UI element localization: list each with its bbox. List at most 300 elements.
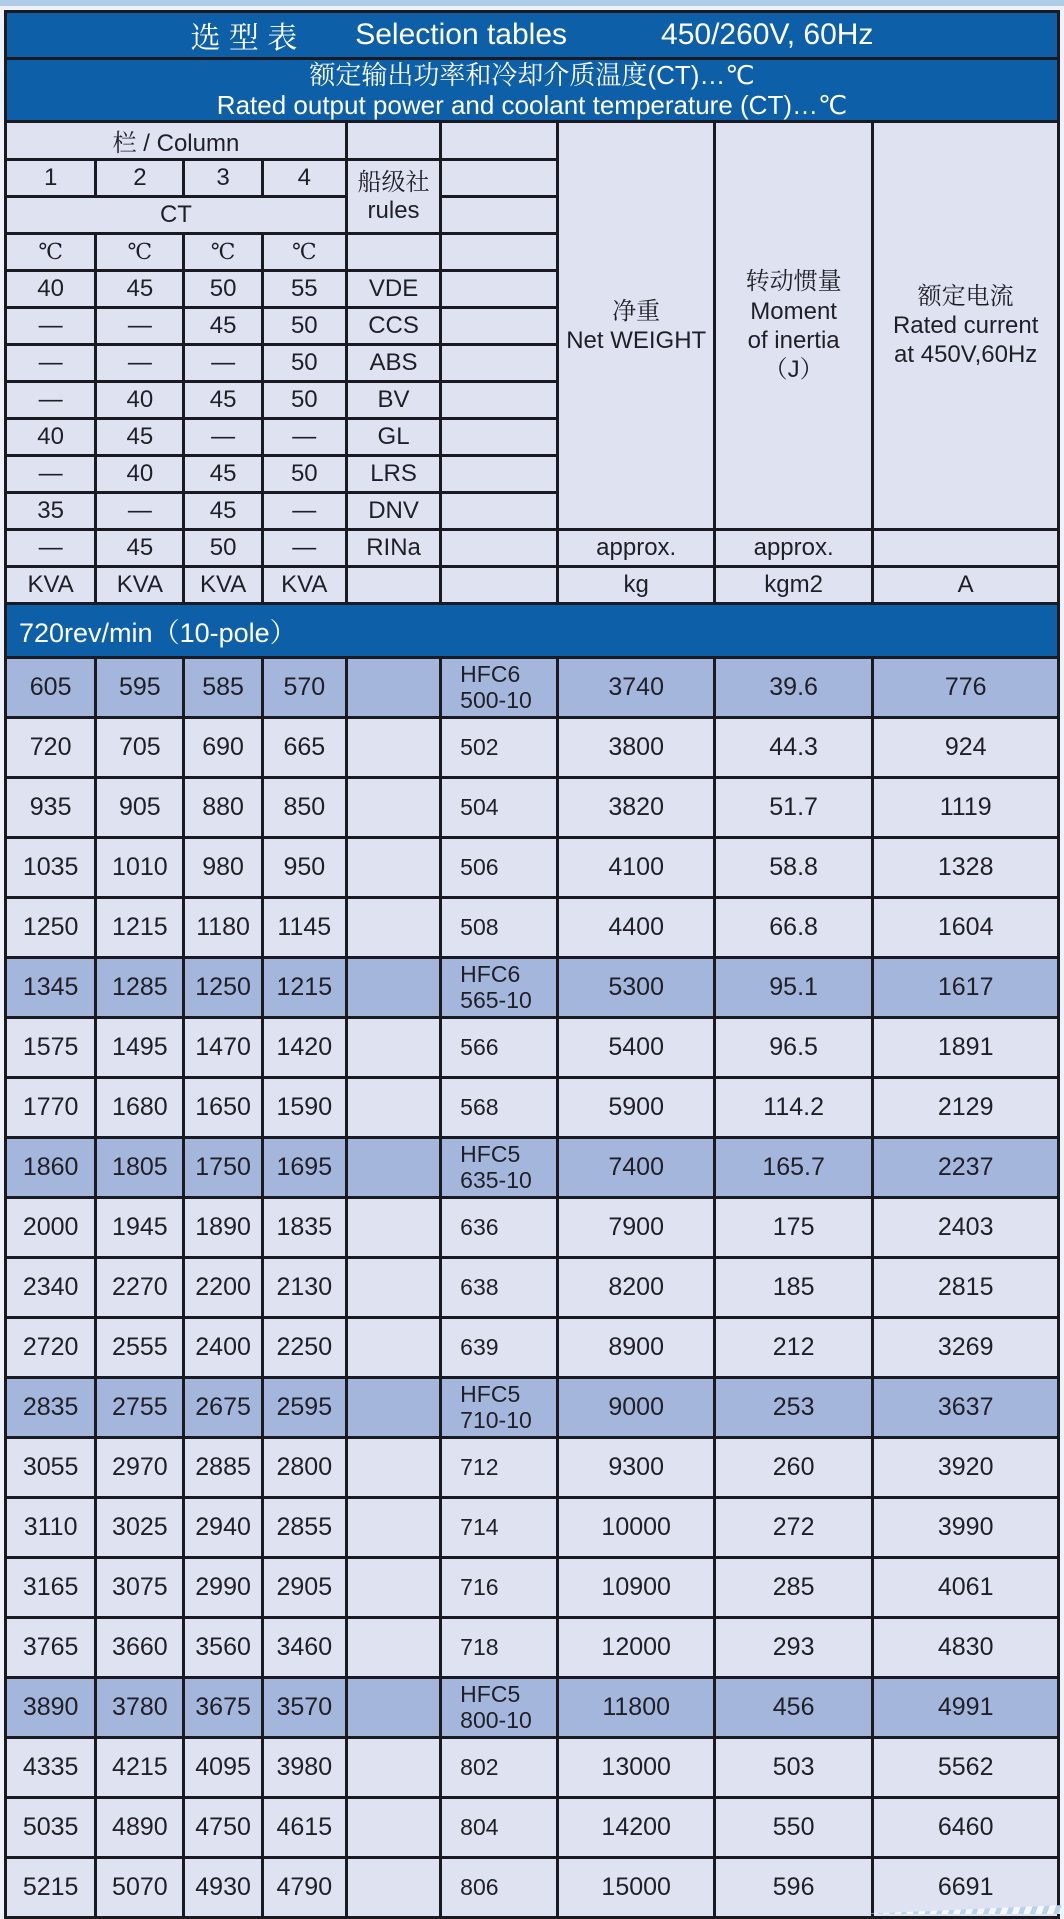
kva-unit-label: KVA <box>184 567 262 604</box>
kva-col1-cell: 4335 <box>6 1738 96 1798</box>
kva-col1-cell: 2720 <box>6 1318 96 1378</box>
rule-label-bv: BV <box>346 382 440 419</box>
net-weight-cell: 5300 <box>558 958 714 1018</box>
rules-cell <box>346 1198 440 1258</box>
temp-cell: — <box>6 308 96 345</box>
kva-unit-label: KVA <box>96 567 184 604</box>
model-cell: 504 <box>441 778 558 838</box>
rules-header-zh: 船级社 <box>357 169 430 197</box>
model-cell: 639 <box>441 1318 558 1378</box>
ct-header: CT <box>6 197 347 234</box>
rule-label-vde: VDE <box>346 271 440 308</box>
kva-col2-cell: 5070 <box>96 1858 184 1918</box>
kva-col4-cell: 2855 <box>262 1498 346 1558</box>
rules-cell <box>346 1618 440 1678</box>
net-weight-cell: 5900 <box>558 1078 714 1138</box>
column-number-3: 3 <box>184 160 262 197</box>
rules-spacer <box>346 234 440 271</box>
net-weight-cell: 3820 <box>558 778 714 838</box>
rules-cell <box>346 1678 440 1738</box>
inertia-cell: 212 <box>714 1318 872 1378</box>
table-row <box>6 1138 1059 1198</box>
rules-cell <box>346 1138 440 1198</box>
kva-col2-cell: 1495 <box>96 1018 184 1078</box>
kva-col2-cell: 1285 <box>96 958 184 1018</box>
kva-col2-cell: 4890 <box>96 1798 184 1858</box>
current-cell: 3269 <box>873 1318 1059 1378</box>
current-cell: 5562 <box>873 1738 1059 1798</box>
model-header-spacer <box>441 197 558 234</box>
net-weight-cell: 15000 <box>558 1858 714 1918</box>
table-row <box>6 1858 1059 1918</box>
current-cell: 1604 <box>873 898 1059 958</box>
kva-col3-cell: 2990 <box>184 1558 262 1618</box>
current-unit-label: A <box>873 567 1059 604</box>
kva-col2-cell: 905 <box>96 778 184 838</box>
model-header-spacer <box>441 493 558 530</box>
table-row <box>6 1198 1059 1258</box>
kva-col1-cell: 2000 <box>6 1198 96 1258</box>
model-header-spacer <box>441 456 558 493</box>
kva-col1-cell: 3110 <box>6 1498 96 1558</box>
header-section <box>6 12 1059 604</box>
title-bar <box>6 12 1059 59</box>
table-row <box>6 958 1059 1018</box>
net-weight-cell: 3800 <box>558 718 714 778</box>
rule-label-lrs: LRS <box>346 456 440 493</box>
table-row <box>6 898 1059 958</box>
kva-col4-cell: 1695 <box>262 1138 346 1198</box>
current-cell: 776 <box>873 658 1059 718</box>
temp-cell: — <box>262 530 346 567</box>
current-cell: 924 <box>873 718 1059 778</box>
kva-unit-label: KVA <box>262 567 346 604</box>
rule-label-dnv: DNV <box>346 493 440 530</box>
rules-unit-spacer <box>346 567 440 604</box>
moment-of-inertia-header <box>714 122 872 530</box>
rules-cell <box>346 1498 440 1558</box>
degree-symbol: ℃ <box>6 234 96 271</box>
current-header-en1: Rated current <box>892 312 1039 340</box>
current-cell: 1119 <box>873 778 1059 838</box>
kva-col4-cell: 2595 <box>262 1378 346 1438</box>
speed-band-label: 720rev/min（10-pole） <box>6 604 1059 658</box>
model-cell: HFC5 635-10 <box>441 1138 558 1198</box>
temp-cell: 50 <box>262 345 346 382</box>
kva-col4-cell: 1420 <box>262 1018 346 1078</box>
kva-col2-cell: 3660 <box>96 1618 184 1678</box>
inertia-cell: 66.8 <box>714 898 872 958</box>
kva-col2-cell: 1805 <box>96 1138 184 1198</box>
kva-col3-cell: 980 <box>184 838 262 898</box>
rules-cell <box>346 1378 440 1438</box>
kva-col2-cell: 3075 <box>96 1558 184 1618</box>
net-weight-cell: 12000 <box>558 1618 714 1678</box>
rules-cell <box>346 898 440 958</box>
kva-col2-cell: 4215 <box>96 1738 184 1798</box>
kva-col1-cell: 5215 <box>6 1858 96 1918</box>
inertia-cell: 58.8 <box>714 838 872 898</box>
kva-col2-cell: 3025 <box>96 1498 184 1558</box>
temp-cell: — <box>184 345 262 382</box>
model-header-spacer <box>441 160 558 197</box>
subtitle-en: Rated output power and coolant temperature (CT)…℃ <box>216 90 848 121</box>
kva-col1-cell: 720 <box>6 718 96 778</box>
kva-col3-cell: 3560 <box>184 1618 262 1678</box>
temp-cell: — <box>262 493 346 530</box>
kva-col2-cell: 2755 <box>96 1378 184 1438</box>
selection-table <box>4 10 1060 1919</box>
inertia-cell: 596 <box>714 1858 872 1918</box>
table-row <box>6 1798 1059 1858</box>
inertia-cell: 550 <box>714 1798 872 1858</box>
net-weight-cell: 4100 <box>558 838 714 898</box>
temp-cell: — <box>96 308 184 345</box>
table-row <box>6 1618 1059 1678</box>
model-cell: HFC6 565-10 <box>441 958 558 1018</box>
kva-col4-cell: 4790 <box>262 1858 346 1918</box>
temp-cell: 45 <box>96 271 184 308</box>
kva-col1-cell: 605 <box>6 658 96 718</box>
rules-cell <box>346 1018 440 1078</box>
kva-col1-cell: 935 <box>6 778 96 838</box>
temp-cell: 40 <box>6 271 96 308</box>
inertia-cell: 285 <box>714 1558 872 1618</box>
model-header-spacer <box>441 122 558 160</box>
rated-current-header <box>873 122 1059 530</box>
net-weight-cell: 9300 <box>558 1438 714 1498</box>
model-header-spacer <box>441 530 558 567</box>
current-cell: 6460 <box>873 1798 1059 1858</box>
inertia-header-unit-symbol: （J） <box>763 356 824 384</box>
model-cell: HFC5 800-10 <box>441 1678 558 1738</box>
temp-cell: 40 <box>96 382 184 419</box>
data-rows <box>6 658 1059 1918</box>
temp-cell: 50 <box>262 308 346 345</box>
model-cell: 502 <box>441 718 558 778</box>
classification-rules-header <box>346 160 440 234</box>
inertia-cell: 39.6 <box>714 658 872 718</box>
kva-col1-cell: 1250 <box>6 898 96 958</box>
kva-col4-cell: 1835 <box>262 1198 346 1258</box>
table-row <box>6 718 1059 778</box>
rules-cell <box>346 1318 440 1378</box>
selection-table-sheet <box>4 10 1060 1919</box>
temp-cell: 50 <box>184 530 262 567</box>
kva-col2-cell: 1680 <box>96 1078 184 1138</box>
model-header-spacer <box>441 345 558 382</box>
kva-col3-cell: 2885 <box>184 1438 262 1498</box>
current-cell: 4061 <box>873 1558 1059 1618</box>
rules-header-spacer <box>346 122 440 160</box>
speed-band-row <box>6 604 1059 658</box>
net-weight-cell: 7900 <box>558 1198 714 1258</box>
inertia-cell: 51.7 <box>714 778 872 838</box>
table-row <box>6 1498 1059 1558</box>
kva-col2-cell: 2970 <box>96 1438 184 1498</box>
inertia-cell: 44.3 <box>714 718 872 778</box>
current-cell: 1617 <box>873 958 1059 1018</box>
kva-col1-cell: 3165 <box>6 1558 96 1618</box>
column-group-row <box>6 122 1059 160</box>
kva-col4-cell: 3980 <box>262 1738 346 1798</box>
net-weight-cell: 10900 <box>558 1558 714 1618</box>
model-cell: 718 <box>441 1618 558 1678</box>
inertia-cell: 253 <box>714 1378 872 1438</box>
temp-cell: 45 <box>96 419 184 456</box>
table-row <box>6 1678 1059 1738</box>
degree-symbol: ℃ <box>184 234 262 271</box>
inertia-cell: 503 <box>714 1738 872 1798</box>
kva-col3-cell: 2675 <box>184 1378 262 1438</box>
kva-col3-cell: 2200 <box>184 1258 262 1318</box>
current-cell: 3920 <box>873 1438 1059 1498</box>
table-row <box>6 658 1059 718</box>
kva-col3-cell: 690 <box>184 718 262 778</box>
kva-col4-cell: 3570 <box>262 1678 346 1738</box>
table-row <box>6 1378 1059 1438</box>
rules-cell <box>346 718 440 778</box>
current-header-en2: at 450V,60Hz <box>894 341 1038 369</box>
page-title-zh: 选 型 表 <box>190 22 298 55</box>
inertia-cell: 272 <box>714 1498 872 1558</box>
kva-col4-cell: 2130 <box>262 1258 346 1318</box>
model-header-spacer <box>441 308 558 345</box>
current-cell: 6691 <box>873 1858 1059 1918</box>
model-header-spacer <box>441 382 558 419</box>
table-row <box>6 838 1059 898</box>
kva-col1-cell: 3055 <box>6 1438 96 1498</box>
inertia-header-en2: of inertia <box>747 326 840 354</box>
rules-cell <box>346 1078 440 1138</box>
kva-col1-cell: 1345 <box>6 958 96 1018</box>
rules-cell <box>346 958 440 1018</box>
kva-col1-cell: 1575 <box>6 1018 96 1078</box>
current-header-zh: 额定电流 <box>917 282 1014 310</box>
kva-col1-cell: 1770 <box>6 1078 96 1138</box>
rule-label-gl: GL <box>346 419 440 456</box>
model-cell: 566 <box>441 1018 558 1078</box>
kva-col4-cell: 1590 <box>262 1078 346 1138</box>
inertia-unit-label: kgm2 <box>714 567 872 604</box>
current-cell: 1891 <box>873 1018 1059 1078</box>
current-cell: 3637 <box>873 1378 1059 1438</box>
table-row <box>6 1738 1059 1798</box>
current-cell: 2237 <box>873 1138 1059 1198</box>
net-weight-header-en: Net WEIGHT <box>566 326 707 354</box>
inertia-cell: 456 <box>714 1678 872 1738</box>
inertia-cell: 293 <box>714 1618 872 1678</box>
kva-col1-cell: 3765 <box>6 1618 96 1678</box>
rule-label-ccs: CCS <box>346 308 440 345</box>
model-unit-spacer <box>441 567 558 604</box>
net-weight-cell: 8900 <box>558 1318 714 1378</box>
kva-col3-cell: 1470 <box>184 1018 262 1078</box>
kva-col1-cell: 1860 <box>6 1138 96 1198</box>
table-row <box>6 1318 1059 1378</box>
inertia-cell: 175 <box>714 1198 872 1258</box>
rules-cell <box>346 778 440 838</box>
weight-unit-label: kg <box>558 567 714 604</box>
temp-cell: 50 <box>262 456 346 493</box>
kva-col3-cell: 4750 <box>184 1798 262 1858</box>
inertia-header-en1: Moment <box>750 297 837 325</box>
temp-cell: 35 <box>6 493 96 530</box>
rules-cell <box>346 1438 440 1498</box>
kva-col3-cell: 585 <box>184 658 262 718</box>
kva-col4-cell: 2905 <box>262 1558 346 1618</box>
temp-cell: 45 <box>184 493 262 530</box>
temp-cell: — <box>262 419 346 456</box>
rules-cell <box>346 1558 440 1618</box>
inertia-header-zh: 转动惯量 <box>745 268 842 296</box>
table-row <box>6 778 1059 838</box>
net-weight-cell: 3740 <box>558 658 714 718</box>
model-cell: 804 <box>441 1798 558 1858</box>
subtitle-bar <box>6 59 1059 122</box>
rules-cell <box>346 658 440 718</box>
rules-cell <box>346 1798 440 1858</box>
net-weight-cell: 10000 <box>558 1498 714 1558</box>
kva-col1-cell: 3890 <box>6 1678 96 1738</box>
model-cell: 568 <box>441 1078 558 1138</box>
kva-col3-cell: 2940 <box>184 1498 262 1558</box>
temp-cell: 50 <box>184 271 262 308</box>
rules-header-en: rules <box>367 196 420 224</box>
kva-col2-cell: 1215 <box>96 898 184 958</box>
inertia-cell: 114.2 <box>714 1078 872 1138</box>
model-cell: 806 <box>441 1858 558 1918</box>
rule-label-rina: RINa <box>346 530 440 567</box>
inertia-cell: 96.5 <box>714 1018 872 1078</box>
kva-col2-cell: 705 <box>96 718 184 778</box>
rules-cell <box>346 1738 440 1798</box>
model-cell: 638 <box>441 1258 558 1318</box>
current-cell: 3990 <box>873 1498 1059 1558</box>
kva-col2-cell: 1010 <box>96 838 184 898</box>
page-title-en: Selection tables <box>355 18 568 51</box>
table-row <box>6 1258 1059 1318</box>
kva-col4-cell: 1145 <box>262 898 346 958</box>
top-decorative-strip <box>0 0 1064 6</box>
inertia-approx-label: approx. <box>714 530 872 567</box>
inertia-cell: 185 <box>714 1258 872 1318</box>
temp-cell: 40 <box>96 456 184 493</box>
net-weight-cell: 9000 <box>558 1378 714 1438</box>
current-cell: 2403 <box>873 1198 1059 1258</box>
current-cell: 2129 <box>873 1078 1059 1138</box>
rules-cell <box>346 838 440 898</box>
kva-col4-cell: 2800 <box>262 1438 346 1498</box>
subtitle-zh: 额定输出功率和冷却介质温度(CT)…℃ <box>309 60 755 90</box>
temp-cell: 50 <box>262 382 346 419</box>
model-header-spacer <box>441 234 558 271</box>
degree-symbol: ℃ <box>262 234 346 271</box>
model-cell: 506 <box>441 838 558 898</box>
net-weight-cell: 13000 <box>558 1738 714 1798</box>
table-row <box>6 1438 1059 1498</box>
kva-col2-cell: 3780 <box>96 1678 184 1738</box>
kva-col3-cell: 1180 <box>184 898 262 958</box>
kva-col3-cell: 1890 <box>184 1198 262 1258</box>
kva-col4-cell: 4615 <box>262 1798 346 1858</box>
kva-col3-cell: 880 <box>184 778 262 838</box>
kva-col2-cell: 595 <box>96 658 184 718</box>
kva-col4-cell: 570 <box>262 658 346 718</box>
current-cell: 2815 <box>873 1258 1059 1318</box>
kva-col1-cell: 2835 <box>6 1378 96 1438</box>
units-row <box>6 567 1059 604</box>
table-row <box>6 1078 1059 1138</box>
rule-label-abs: ABS <box>346 345 440 382</box>
temp-row-rina <box>6 530 1059 567</box>
inertia-cell: 260 <box>714 1438 872 1498</box>
temp-cell: 45 <box>184 456 262 493</box>
net-weight-cell: 5400 <box>558 1018 714 1078</box>
inertia-cell: 165.7 <box>714 1138 872 1198</box>
kva-col1-cell: 2340 <box>6 1258 96 1318</box>
current-cell: 4991 <box>873 1678 1059 1738</box>
temp-cell: — <box>96 493 184 530</box>
current-cell: 1328 <box>873 838 1059 898</box>
kva-col1-cell: 5035 <box>6 1798 96 1858</box>
net-weight-header <box>558 122 714 530</box>
model-cell: 802 <box>441 1738 558 1798</box>
weight-approx-label: approx. <box>558 530 714 567</box>
net-weight-cell: 7400 <box>558 1138 714 1198</box>
kva-col3-cell: 1250 <box>184 958 262 1018</box>
kva-col4-cell: 1215 <box>262 958 346 1018</box>
current-cell: 4830 <box>873 1618 1059 1678</box>
temp-cell: — <box>6 456 96 493</box>
temp-cell: — <box>6 530 96 567</box>
kva-col3-cell: 3675 <box>184 1678 262 1738</box>
kva-col2-cell: 2270 <box>96 1258 184 1318</box>
kva-col3-cell: 2400 <box>184 1318 262 1378</box>
temp-cell: 45 <box>184 308 262 345</box>
kva-col4-cell: 2250 <box>262 1318 346 1378</box>
table-row <box>6 1018 1059 1078</box>
kva-col4-cell: 3460 <box>262 1618 346 1678</box>
degree-symbol: ℃ <box>96 234 184 271</box>
net-weight-header-zh: 净重 <box>612 297 661 325</box>
net-weight-cell: 4400 <box>558 898 714 958</box>
kva-col2-cell: 2555 <box>96 1318 184 1378</box>
model-cell: 508 <box>441 898 558 958</box>
kva-col3-cell: 4930 <box>184 1858 262 1918</box>
model-header-spacer <box>441 419 558 456</box>
kva-col4-cell: 850 <box>262 778 346 838</box>
inertia-cell: 95.1 <box>714 958 872 1018</box>
net-weight-cell: 11800 <box>558 1678 714 1738</box>
kva-col2-cell: 1945 <box>96 1198 184 1258</box>
voltage-frequency-label: 450/260V, 60Hz <box>661 18 874 51</box>
kva-col1-cell: 1035 <box>6 838 96 898</box>
column-group-header: 栏 / Column <box>6 122 347 160</box>
model-header-spacer <box>441 271 558 308</box>
model-cell: 636 <box>441 1198 558 1258</box>
kva-col3-cell: 1750 <box>184 1138 262 1198</box>
rules-cell <box>346 1858 440 1918</box>
temp-cell: — <box>6 345 96 382</box>
column-number-1: 1 <box>6 160 96 197</box>
temp-cell: — <box>184 419 262 456</box>
table-row <box>6 1558 1059 1618</box>
temp-cell: 40 <box>6 419 96 456</box>
temp-cell: 45 <box>184 382 262 419</box>
model-cell: HFC5 710-10 <box>441 1378 558 1438</box>
temp-cell: 55 <box>262 271 346 308</box>
